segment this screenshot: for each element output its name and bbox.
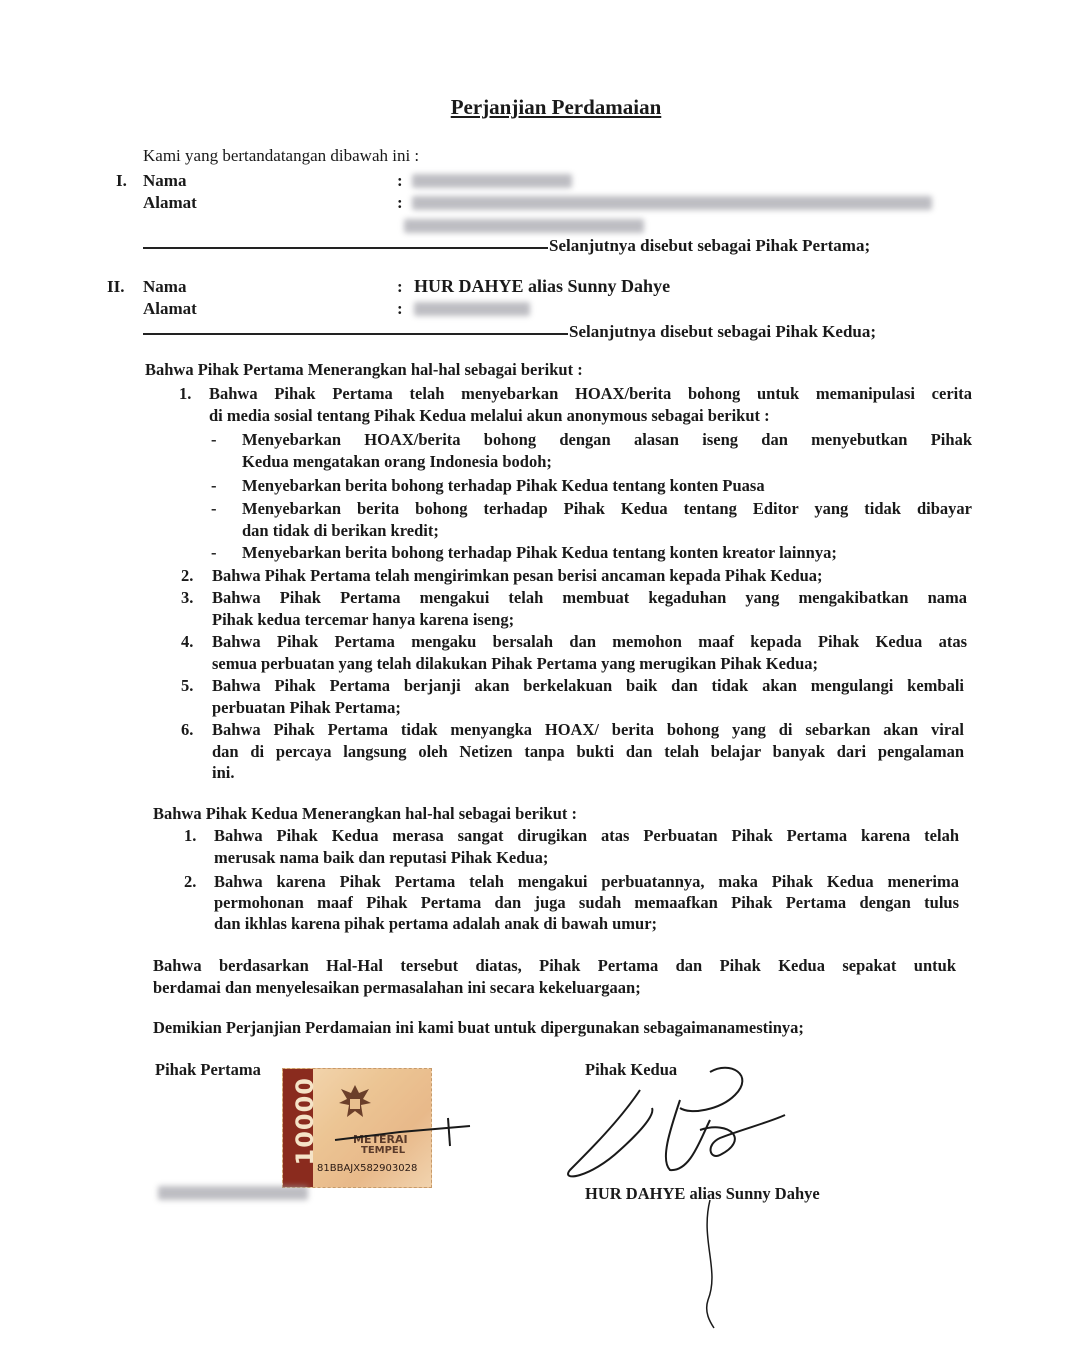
conclusion-line: berdamai dan menyelesaikan permasalahan ini secara kekeluargaan;	[153, 978, 641, 997]
party2-address-colon: :	[397, 299, 403, 318]
item-line: Bahwa Pihak Pertama berjanji akan berkelakuan baik dan tidak akan mengulangi kembali	[212, 676, 964, 695]
closing-statement: Demikian Perjanjian Perdamaian ini kami buat untuk dipergunakan sebagaimanamestinya;	[153, 1018, 804, 1037]
section1-heading: Bahwa Pihak Pertama Menerangkan hal-hal sebagai berikut :	[145, 360, 583, 379]
item-line: ini.	[212, 763, 235, 782]
item-line: Bahwa Pihak Pertama mengakui telah membuat kegaduhan yang mengakibatkan nama	[212, 588, 967, 607]
stamp-serial: 81BBAJX582903028	[317, 1163, 418, 1174]
item-line: di media sosial tentang Pihak Kedua melalui akun anonymous sebagai berikut :	[209, 406, 770, 425]
redacted-name	[412, 174, 572, 188]
party2-rule	[143, 333, 568, 335]
party1-numeral: I.	[116, 171, 127, 190]
party1-rule	[143, 247, 548, 249]
bullet-line: Kedua mengatakan orang Indonesia bodoh;	[242, 452, 552, 471]
bullet-dash: -	[211, 430, 217, 449]
right-signature-label: Pihak Kedua	[585, 1060, 678, 1079]
item-line: semua perbuatan yang telah dilakukan Pihak Pertama yang merugikan Pihak Kedua;	[212, 654, 819, 673]
item-line: dan ikhlas karena pihak pertama adalah anak di bawah umur;	[214, 914, 658, 933]
section2-heading: Bahwa Pihak Kedua Menerangkan hal-hal sebagai berikut :	[153, 804, 578, 823]
item-number: 2.	[181, 566, 194, 585]
bullet-line: Menyebarkan berita bohong terhadap Pihak Kedua tentang Editor yang tidak dibayar	[242, 499, 972, 518]
party2-signature-icon	[560, 1060, 790, 1200]
item-number: 1.	[179, 384, 192, 403]
item-line: merusak nama baik dan reputasi Pihak Kedua;	[214, 848, 549, 867]
party1-name-label: Nama	[143, 171, 187, 190]
item-line: Bahwa Pihak Pertama telah mengirimkan pesan berisi ancaman kepada Pihak Kedua;	[212, 566, 823, 585]
redacted-signatory-name	[158, 1186, 308, 1200]
party1-name-colon: :	[397, 171, 403, 190]
party1-address-colon: :	[397, 193, 403, 212]
item-line: permohonan maaf Pihak Pertama dan juga sudah memaafkan Pihak Pertama dengan tulus	[214, 893, 959, 912]
right-signatory-name: HUR DAHYE alias Sunny Dahye	[585, 1184, 820, 1203]
party2-tail: Selanjutnya disebut sebagai Pihak Kedua;	[569, 322, 877, 341]
item-number: 6.	[181, 720, 194, 739]
item-number: 2.	[184, 872, 197, 891]
stamp-word-meterai: METERAI	[353, 1133, 408, 1146]
party2-name-label: Nama	[143, 277, 187, 296]
item-line: Bahwa Pihak Pertama tidak menyangka HOAX/ berita bohong yang di sebarkan akan viral	[212, 720, 964, 739]
party2-address-label: Alamat	[143, 299, 197, 318]
bullet-dash: -	[211, 476, 217, 495]
item-line: Bahwa Pihak Kedua merasa sangat dirugikan atas Perbuatan Pihak Pertama karena telah	[214, 826, 959, 845]
item-number: 1.	[184, 826, 197, 845]
party1-address-label: Alamat	[143, 193, 197, 212]
stamp-word-tempel: TEMPEL	[361, 1145, 406, 1156]
item-line: dan di percaya langsung oleh Netizen tanpa bukti dan telah belajar banyak dari pengalaman	[212, 742, 964, 761]
party1-tail: Selanjutnya disebut sebagai Pihak Pertama;	[549, 236, 871, 255]
party1-signature-mark	[330, 1110, 480, 1150]
item-line: Bahwa Pihak Pertama telah menyebarkan HOAX/berita bohong untuk memanipulasi cerita	[209, 384, 972, 403]
signature-stroke	[690, 1200, 730, 1330]
left-signature-label: Pihak Pertama	[155, 1060, 261, 1079]
bullet-line: dan tidak di berikan kredit;	[242, 521, 439, 540]
bullet-dash: -	[211, 543, 217, 562]
bullet-line: Menyebarkan HOAX/berita bohong dengan alasan iseng dan menyebutkan Pihak	[242, 430, 972, 449]
party2-name-colon: :	[397, 277, 403, 296]
bullet-line: Menyebarkan berita bohong terhadap Pihak Kedua tentang konten Puasa	[242, 476, 765, 495]
item-number: 4.	[181, 632, 194, 651]
redacted-address-line1	[412, 196, 932, 210]
document-title: Perjanjian Perdamaian	[450, 95, 662, 119]
conclusion-line: Bahwa berdasarkan Hal-Hal tersebut diatas, Pihak Pertama dan Pihak Kedua sepakat untuk	[153, 956, 956, 975]
intro-text: Kami yang bertandatangan dibawah ini :	[143, 146, 420, 165]
redacted-address	[414, 302, 530, 316]
redacted-address-line2	[404, 219, 644, 233]
party2-name-value: HUR DAHYE alias Sunny Dahye	[414, 276, 671, 296]
bullet-line: Menyebarkan berita bohong terhadap Pihak Kedua tentang konten kreator lainnya;	[242, 543, 837, 562]
item-line: Pihak kedua tercemar hanya karena iseng;	[212, 610, 515, 629]
stamp-value: 10000	[291, 1077, 319, 1166]
item-number: 5.	[181, 676, 194, 695]
bullet-dash: -	[211, 499, 217, 518]
party2-numeral: II.	[107, 277, 125, 296]
item-line: perbuatan Pihak Pertama;	[212, 698, 401, 717]
item-number: 3.	[181, 588, 194, 607]
item-line: Bahwa karena Pihak Pertama telah mengakui perbuatannya, maka Pihak Kedua menerima	[214, 872, 959, 891]
item-line: Bahwa Pihak Pertama mengaku bersalah dan memohon maaf kepada Pihak Kedua atas	[212, 632, 967, 651]
